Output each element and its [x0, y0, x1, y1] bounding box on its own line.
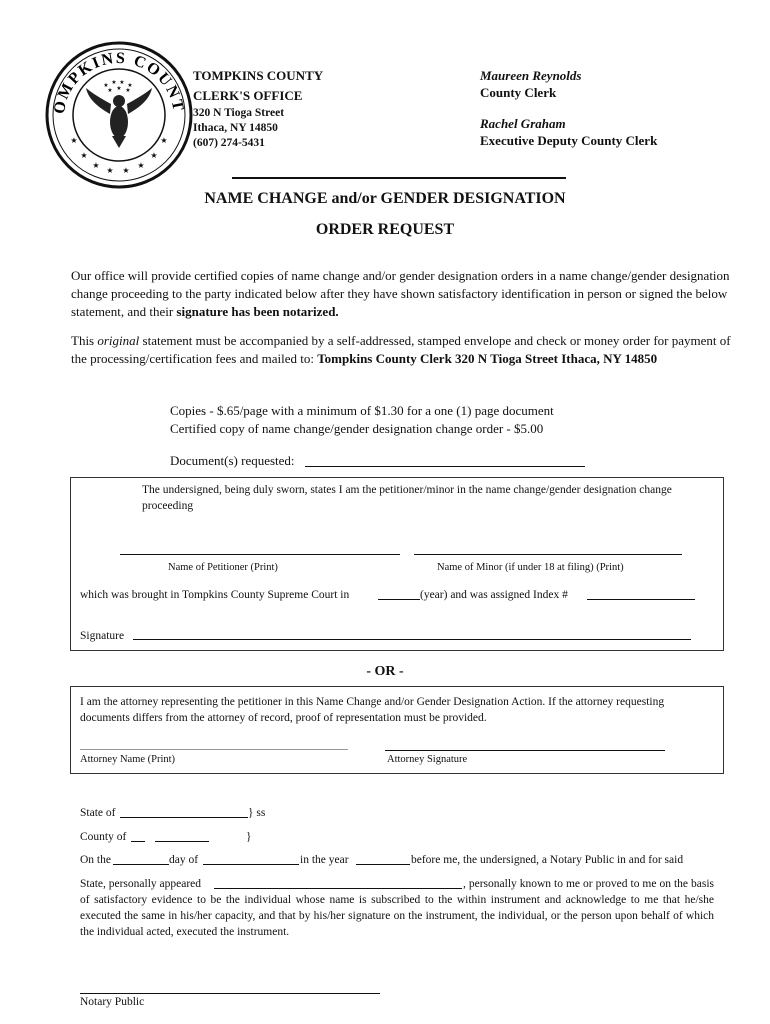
- notary-public-label: Notary Public: [80, 996, 145, 1008]
- state-of-field[interactable]: [120, 817, 248, 818]
- month-field[interactable]: [203, 864, 299, 865]
- office-city: Ithaca, NY 14850: [193, 122, 278, 134]
- svg-text:★: ★: [111, 79, 117, 86]
- svg-text:★: ★: [150, 151, 158, 160]
- minor-name-field[interactable]: [414, 554, 682, 555]
- attorney-name-label: Attorney Name (Print): [80, 754, 176, 765]
- clerk-title: County Clerk: [480, 85, 557, 100]
- court-text-a: which was brought in Tompkins County Supreme Court in: [80, 589, 350, 601]
- svg-text:★: ★: [122, 166, 130, 175]
- mailing-text-a: This: [71, 333, 98, 348]
- svg-text:★: ★: [125, 87, 131, 94]
- svg-text:★: ★: [119, 79, 125, 86]
- svg-text:★: ★: [127, 82, 133, 89]
- svg-text:★: ★: [116, 85, 122, 92]
- mailing-address: Tompkins County Clerk 320 N Tioga Street Ithaca, NY 14850: [317, 351, 658, 366]
- county-brace: }: [246, 831, 252, 843]
- svg-text:★: ★: [80, 151, 88, 160]
- signature-label: Signature: [80, 630, 125, 642]
- on-the-label: On the: [80, 854, 111, 866]
- state-appeared-label: State, personally appeared: [80, 878, 202, 890]
- svg-text:★: ★: [92, 161, 100, 170]
- mailing-paragraph: [71, 332, 731, 368]
- petitioner-signature-field[interactable]: [133, 639, 691, 640]
- deputy-title: Executive Deputy County Clerk: [480, 133, 658, 148]
- minor-name-label: Name of Minor (if under 18 at filing) (Print): [437, 562, 624, 573]
- clerk-name: Maureen Reynolds: [480, 68, 582, 83]
- page-title: NAME CHANGE and/or GENDER DESIGNATION: [204, 190, 566, 207]
- attorney-statement: I am the attorney representing the petitioner in this Name Change and/or Gender Designation Action. If the attorney requesting documents differs from the attorney of record, proof of representation must be provided.: [80, 696, 665, 724]
- day-field[interactable]: [113, 864, 169, 865]
- mailing-original: original: [97, 333, 140, 348]
- before-me-text: before me, the undersigned, a Notary Public in and for said: [411, 854, 684, 866]
- attorney-signature-label: Attorney Signature: [387, 754, 468, 765]
- mailing-text-b: statement must be accompanied by a self-addressed, stamped envelope and check or money order for payment of the processing/certification fees and mailed to:: [71, 333, 731, 366]
- county-of-label: County of: [80, 831, 127, 843]
- seal-icon: [44, 40, 194, 190]
- attorney-signature-field[interactable]: [385, 750, 665, 751]
- ss-label: } ss: [248, 807, 266, 819]
- county-seal: [44, 40, 194, 190]
- year-field[interactable]: [356, 864, 410, 865]
- in-year-label: in the year: [300, 854, 349, 866]
- documents-requested-label: Document(s) requested:: [170, 453, 295, 468]
- svg-text:★: ★: [106, 166, 114, 175]
- or-divider: - OR -: [366, 664, 404, 679]
- index-number-field[interactable]: [587, 599, 695, 600]
- svg-text:TOMPKINS COUNTY: OMPKINS COUNT: [50, 49, 187, 116]
- petitioner-name-field[interactable]: [120, 554, 400, 555]
- county-of-field-b[interactable]: [155, 841, 209, 842]
- intro-paragraph: [71, 267, 731, 321]
- attorney-name-field[interactable]: [80, 749, 348, 750]
- svg-text:★: ★: [160, 136, 168, 145]
- intro-bold: signature has been notarized.: [176, 304, 339, 319]
- petitioner-statement: The undersigned, being duly sworn, states I am the petitioner/minor in the name change/gender designation change proceeding: [142, 484, 672, 512]
- office-name-line2: CLERK'S OFFICE: [193, 88, 303, 103]
- header-divider: [232, 177, 566, 179]
- state-of-label: State of: [80, 807, 116, 819]
- notary-body: , personally known to me or proved to me on the basis of satisfactory evidence to be the individual whose name is subscribed to the within instrument and acknowledge to me that he/she executed the same in his/her capacity, and that by his/her signature on the instrument, the individual, or the person upon behalf of which the individual acted, executed the instrument.: [80, 878, 714, 938]
- fee-copies: Copies - $.65/page with a minimum of $1.30 for a one (1) page document: [170, 403, 554, 418]
- office-name-line1: TOMPKINS COUNTY: [193, 68, 324, 83]
- petitioner-name-label: Name of Petitioner (Print): [168, 562, 278, 573]
- deputy-name: Rachel Graham: [480, 116, 566, 131]
- svg-text:★: ★: [137, 161, 145, 170]
- svg-text:★: ★: [70, 136, 78, 145]
- county-of-field-a[interactable]: [131, 841, 145, 842]
- svg-text:★: ★: [107, 87, 113, 94]
- documents-requested-field[interactable]: [305, 466, 585, 467]
- day-of-label: day of: [169, 854, 199, 866]
- court-text-b: (year) and was assigned Index #: [420, 589, 568, 601]
- intro-text: Our office will provide certified copies of name change and/or gender designation orders in a name change/gender designation change proceeding to the party indicated below after they have shown satisfactory identification in person or signed the below statement, and their: [71, 268, 730, 319]
- svg-text:★: ★: [103, 82, 109, 89]
- fee-certified: Certified copy of name change/gender designation change order - $5.00: [170, 421, 544, 436]
- office-phone: (607) 274-5431: [193, 137, 265, 149]
- office-street: 320 N Tioga Street: [193, 107, 285, 119]
- court-year-field[interactable]: [378, 599, 420, 600]
- page-subtitle: ORDER REQUEST: [315, 221, 455, 238]
